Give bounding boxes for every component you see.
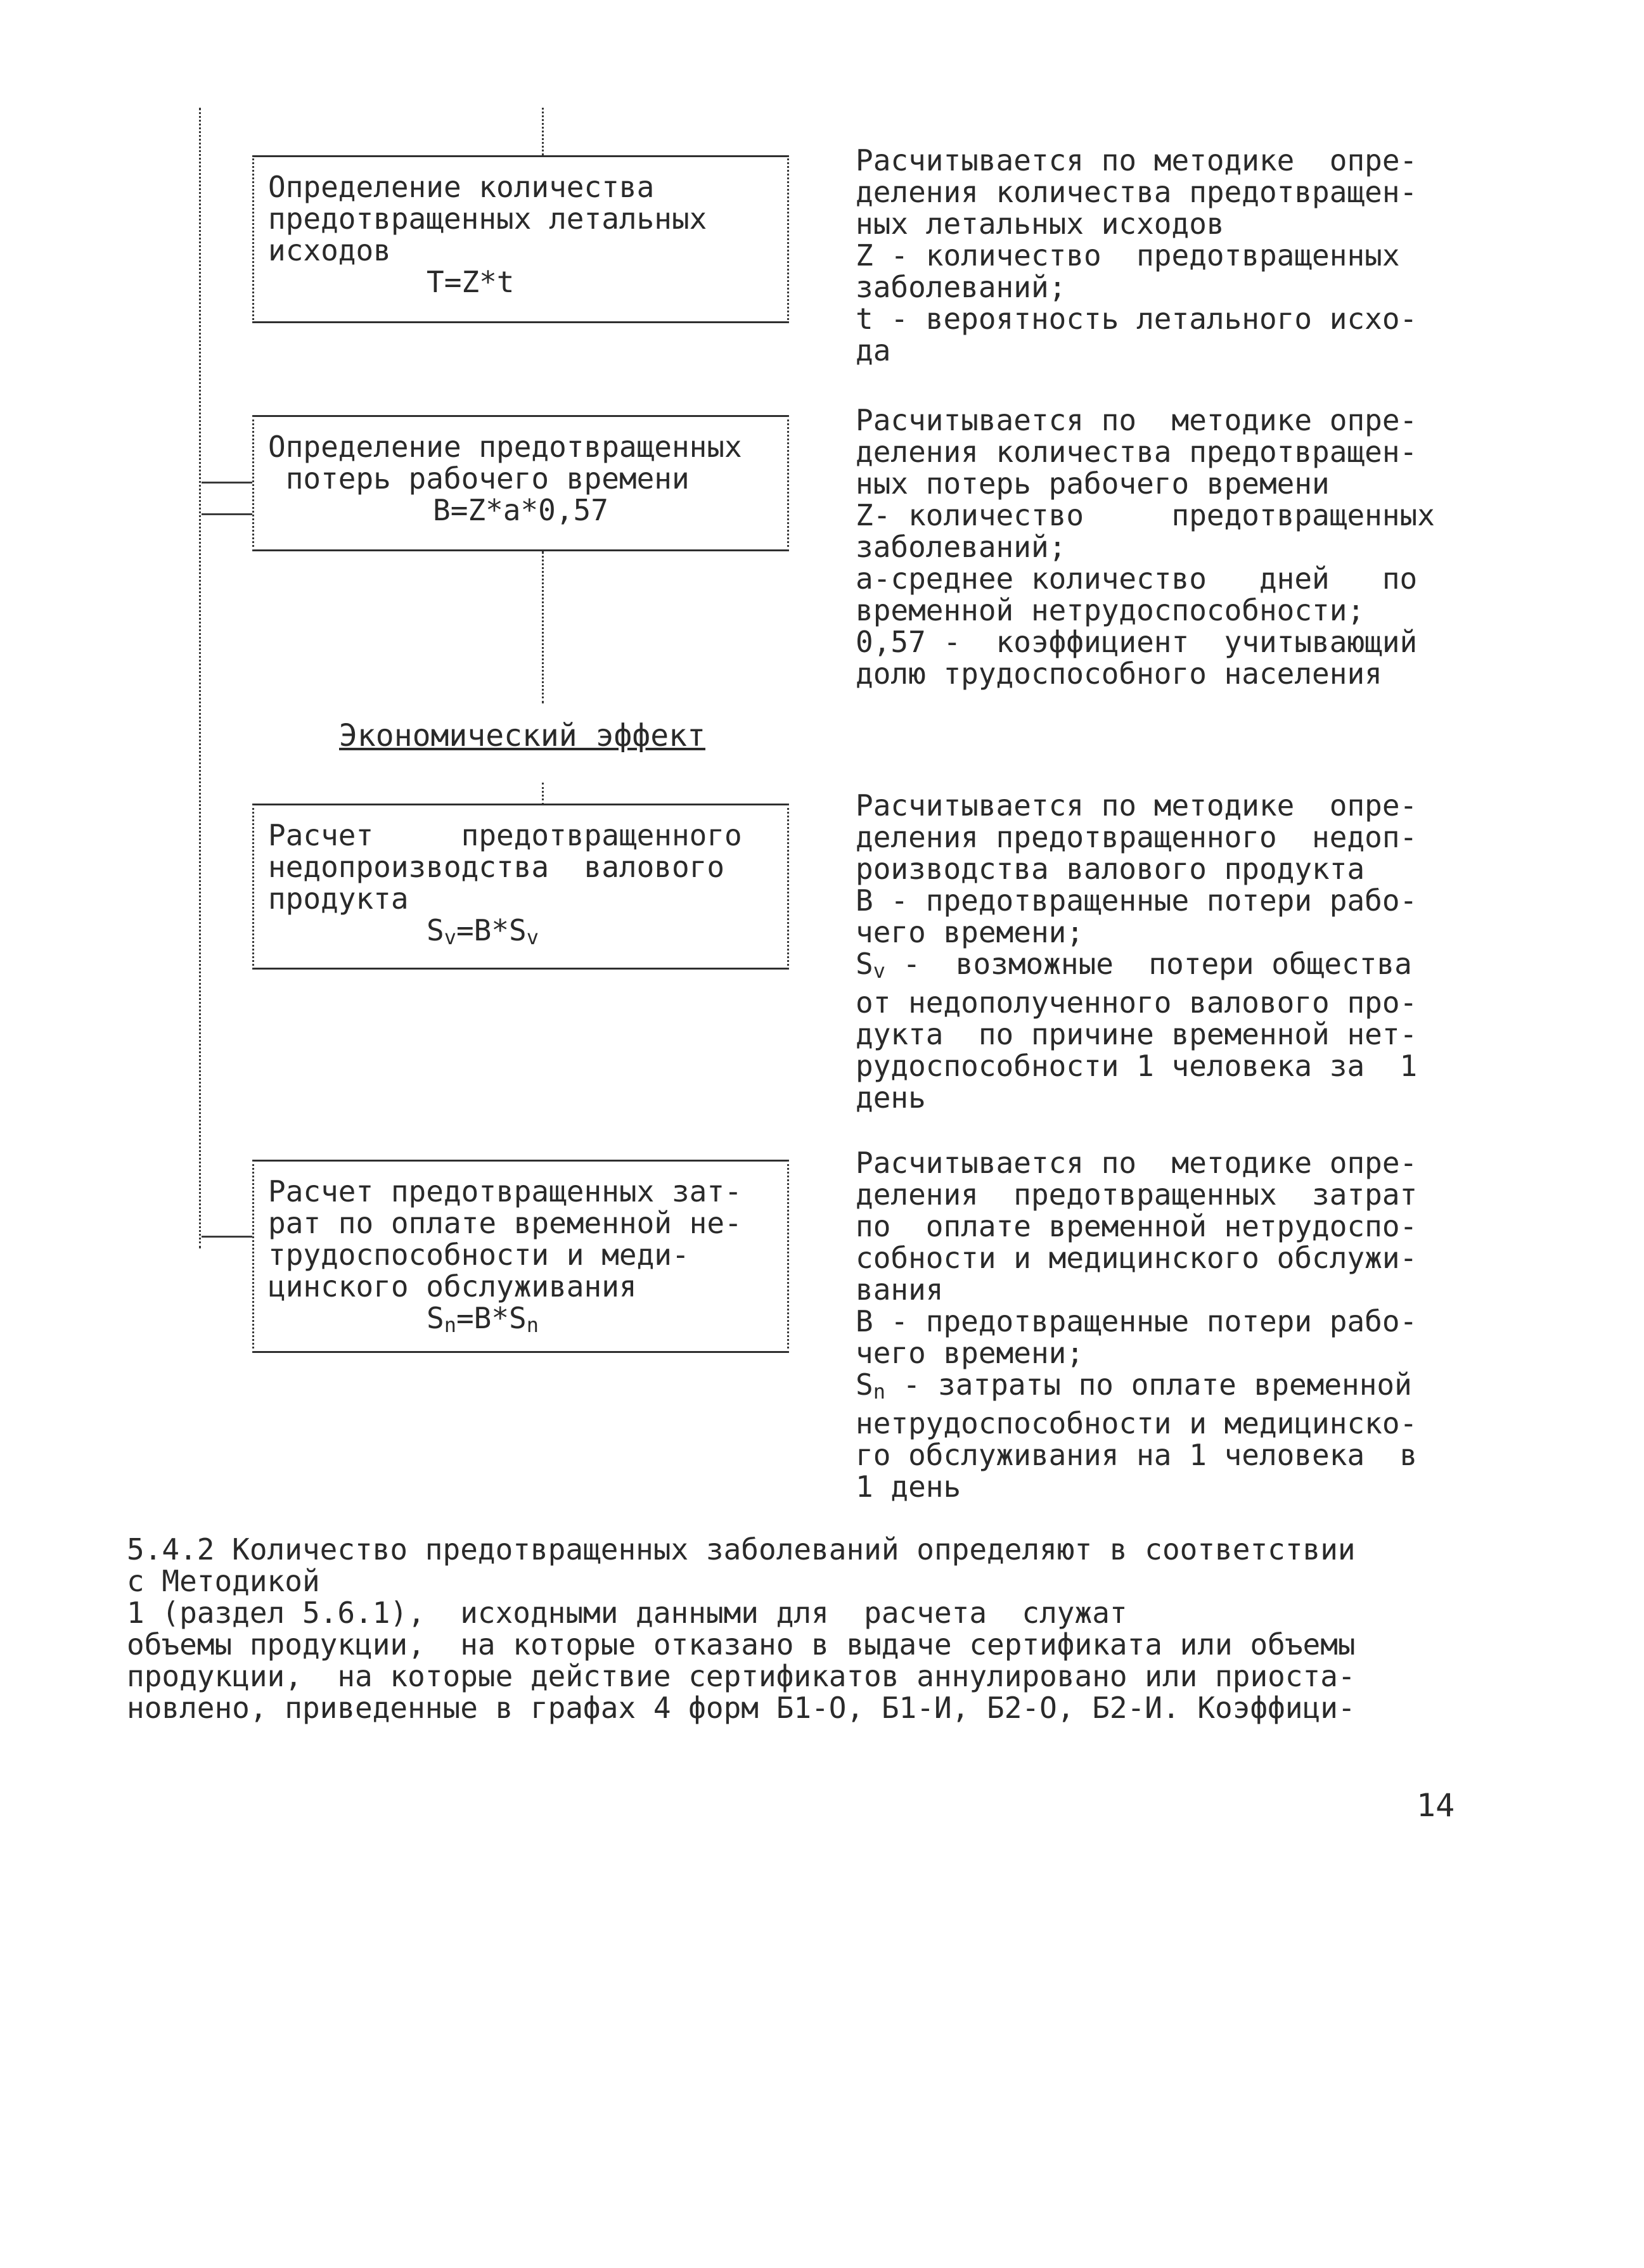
desc4-line: Расчитывается по методике опре-	[856, 1146, 1418, 1180]
box2-line-2: потерь рабочего времени	[268, 461, 690, 496]
page-number: 14	[1416, 1787, 1455, 1824]
desc3-line: день	[856, 1080, 926, 1115]
desc-gross-product-loss	[856, 790, 1483, 1113]
desc4-line: го обслуживания на 1 человека в	[856, 1438, 1418, 1472]
paragraph-line: 1 (раздел 5.6.1), исходными данными для расчета служат	[127, 1596, 1127, 1630]
box1-formula: T=Z*t	[427, 265, 515, 299]
desc1-line: t - вероятность летального исхо-	[856, 302, 1418, 336]
desc2-line: долю трудоспособного населения	[856, 657, 1382, 691]
desc3-line: дукта по причине временной нет-	[856, 1017, 1418, 1051]
box1-line-2: предотвращенных летальных	[268, 202, 707, 236]
box2-formula: B=Z*a*0,57	[433, 493, 608, 527]
desc2-line: 0,57 - коэффициент учитывающий	[856, 625, 1418, 659]
desc4-line: чего времени;	[856, 1336, 1084, 1370]
box-lethal-outcomes	[252, 155, 789, 323]
desc4-line: вания	[856, 1272, 944, 1307]
desc2-line: ных потерь рабочего времени	[856, 466, 1330, 501]
desc1-line: Расчитывается по методике опре-	[856, 143, 1418, 177]
box-lost-work-time	[252, 415, 789, 551]
paragraph-line: новлено, приведенные в графах 4 форм Б1-О, Б1-И, Б2-О, Б2-И. Коэффици-	[127, 1691, 1356, 1725]
desc2-line: a-среднее количество дней по	[856, 561, 1418, 596]
paragraph-line: продукции, на которые действие сертификатов аннулировано или приоста-	[127, 1659, 1356, 1693]
paragraph-line: объемы продукции, на которые отказано в выдаче сертификата или объемы	[127, 1627, 1356, 1662]
desc2-line: Расчитывается по методике опре-	[856, 403, 1418, 437]
desc4-line: 1 день	[856, 1470, 961, 1504]
box2-connector-bottom	[202, 513, 252, 515]
desc3-line: деления предотвращенного недоп-	[856, 820, 1418, 854]
box1-line-1: Определение количества	[268, 170, 655, 204]
box4-formula: $S_n=B*S_n$	[427, 1301, 539, 1337]
desc-sick-pay-costs	[856, 1147, 1483, 1502]
desc3-line: чего времени;	[856, 915, 1084, 949]
desc4-line: нетрудоспособности и медицинско-	[856, 1406, 1418, 1440]
desc3-line: рудоспособности 1 человека за 1	[856, 1049, 1418, 1083]
paragraph-line: 5.4.2 Количество предотвращенных заболеваний определяют в соответствии	[127, 1532, 1356, 1566]
main-vertical-connector	[199, 108, 201, 1248]
desc4-line: $S_n$ - затраты по оплате временной	[856, 1368, 1412, 1404]
desc3-line: Расчитывается по методике опре-	[856, 788, 1418, 823]
desc4-line: B - предотвращенные потери рабо-	[856, 1304, 1418, 1338]
mid-vertical-connector	[542, 551, 544, 703]
desc3-line: B - предотвращенные потери рабо-	[856, 883, 1418, 918]
desc-lost-work-time	[856, 404, 1483, 689]
box3-line-3: продукта	[268, 881, 409, 916]
desc2-line: деления количества предотвращен-	[856, 435, 1418, 469]
desc2-line: временной нетрудоспособности;	[856, 593, 1365, 627]
box1-line-3: исходов	[268, 233, 391, 267]
desc1-line: ных летальных исходов	[856, 207, 1224, 241]
effect-vertical-connector	[542, 783, 544, 805]
paragraph-line: с Методикой	[127, 1564, 320, 1598]
box2-line-1: Определение предотвращенных	[268, 430, 742, 464]
box-sick-pay-costs	[252, 1160, 789, 1353]
desc3-line: от недополученного валового про-	[856, 985, 1418, 1020]
box4-line-3: трудоспособности и меди-	[268, 1238, 690, 1272]
box3-line-2: недопроизводства валового	[268, 850, 725, 884]
box4-line-4: цинского обслуживания	[268, 1269, 637, 1304]
desc3-line: роизводства валового продукта	[856, 852, 1365, 886]
desc4-line: деления предотвращенных затрат	[856, 1177, 1418, 1212]
desc-lethal-outcomes	[856, 144, 1483, 366]
box4-connector	[202, 1236, 252, 1238]
top-vertical-connector	[542, 108, 544, 155]
box4-line-1: Расчет предотвращенных зат-	[268, 1174, 742, 1208]
box2-connector-top	[202, 482, 252, 484]
economic-effect-heading: Экономический эффект	[339, 718, 705, 753]
desc4-line: собности и медицинского обслужи-	[856, 1241, 1418, 1275]
paragraph-5-4-2	[127, 1534, 1483, 1724]
box4-line-2: рат по оплате временной не-	[268, 1206, 742, 1240]
desc3-line: $S_v$ - возможные потери общества	[856, 947, 1412, 983]
desc1-line: да	[856, 333, 891, 368]
desc2-line: заболеваний;	[856, 530, 1067, 564]
desc4-line: по оплате временной нетрудоспо-	[856, 1209, 1418, 1243]
box3-line-1: Расчет предотвращенного	[268, 818, 742, 852]
desc2-line: Z- количество предотвращенных	[856, 498, 1435, 532]
desc1-line: Z - количество предотвращенных	[856, 238, 1400, 272]
desc1-line: деления количества предотвращен-	[856, 175, 1418, 209]
desc1-line: заболеваний;	[856, 270, 1067, 304]
box-gross-product-loss	[252, 804, 789, 970]
box3-formula: $S_v=B*S_v$	[427, 913, 539, 949]
